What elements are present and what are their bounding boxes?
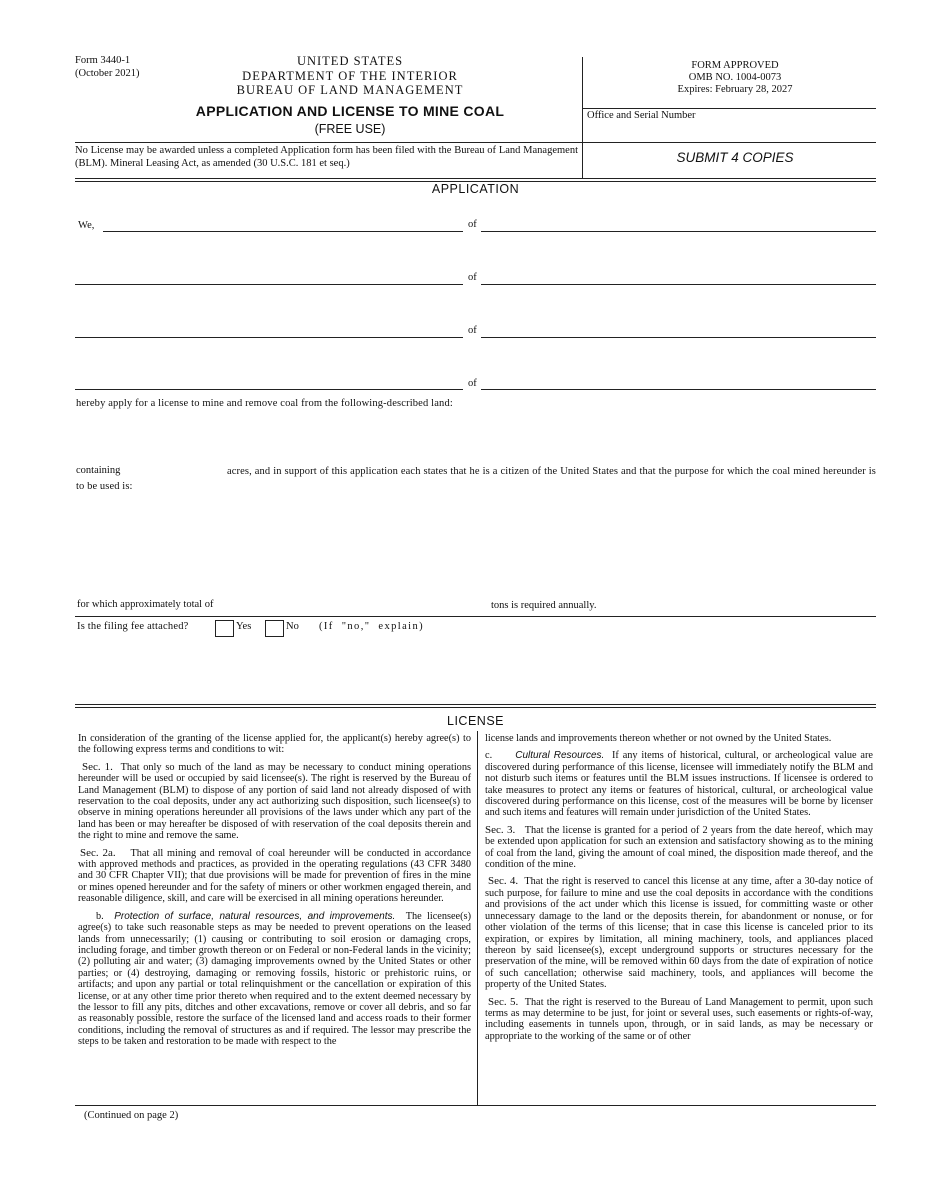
applicant-name-3[interactable] bbox=[75, 337, 463, 338]
explain-label: (If "no," explain) bbox=[319, 621, 425, 632]
section-4 bbox=[485, 876, 873, 990]
applicant-name-4[interactable] bbox=[75, 389, 463, 390]
acres-statement: acres, and in support of this application each states that he is a citizen of the United States and that the purpose for which the coal mined hereunder is to be used is: bbox=[76, 466, 876, 492]
license-intro: In consideration of the granting of the license applied for, the applicant(s) hereby agree(s) to the following express terms and conditions to wit: bbox=[78, 733, 471, 756]
section-4-label: Sec. 4. bbox=[488, 875, 519, 888]
coal-purpose-field[interactable] bbox=[76, 500, 876, 590]
of-label-3: of bbox=[468, 325, 477, 336]
section-2a-label: Sec. 2a. bbox=[80, 846, 116, 859]
section-c bbox=[485, 750, 873, 818]
containing-label: containing bbox=[76, 465, 121, 476]
section-5-label: Sec. 5. bbox=[488, 995, 519, 1008]
section-c-label: c. bbox=[485, 750, 493, 762]
omb-number: OMB NO. 1004-0073 bbox=[688, 72, 782, 83]
section-2b-label: b. bbox=[96, 910, 104, 922]
section-c-title: Cultural Resources. bbox=[515, 750, 605, 762]
fee-yes-checkbox[interactable] bbox=[215, 620, 234, 637]
agency-block bbox=[170, 54, 530, 98]
form-date: (October 2021) bbox=[75, 68, 140, 79]
submit-copies: SUBMIT 4 COPIES bbox=[676, 150, 794, 165]
agency-line-2: DEPARTMENT OF THE INTERIOR bbox=[242, 68, 458, 83]
applicant-name-1[interactable] bbox=[103, 231, 463, 232]
of-label-4: of bbox=[468, 378, 477, 389]
land-description-field[interactable] bbox=[76, 415, 876, 460]
section-2b bbox=[78, 911, 471, 1048]
expiration-date: Expires: February 28, 2027 bbox=[677, 84, 793, 95]
section-c-text: If any items of historical, cultural, or archeological value are discovered during performance of this license, licensee will immediately notify the BLM and not disturb such items or features until the BLM issues instructions. If licensee is ordered to take measures to protect any items or features of historical, cultural, or archeological value discovered during performance on this license, cost of the measures will be borne by licenser and such items and features will remain under jurisdiction of the United States. bbox=[485, 750, 874, 819]
section-2a-text: That all mining and removal of coal hereunder will be conducted in accordance with approved methods and practices, as provided in the operating regulations (43 CFR 3480 and 30 CFR Chapter VII); that due provisions will be made for prevention of fires in the mine or mines opened hereunder and for the safety of miners or other workmen engaged therein, and reasonable diligence, skill, and care will be exercised in all mining operations hereunder. bbox=[78, 847, 472, 905]
applicant-address-4[interactable] bbox=[481, 389, 876, 390]
section-1-label: Sec. 1. bbox=[82, 760, 113, 773]
tons-label: tons is required annually. bbox=[491, 600, 597, 611]
agency-line-3: BUREAU OF LAND MANAGEMENT bbox=[236, 83, 464, 97]
fee-no-label: No bbox=[286, 621, 299, 632]
license-right-column bbox=[485, 733, 873, 1048]
form-approved: FORM APPROVED bbox=[691, 60, 779, 71]
section-3 bbox=[485, 825, 873, 871]
applicant-name-2[interactable] bbox=[75, 284, 463, 285]
license-left-column bbox=[78, 733, 471, 1054]
form-title: APPLICATION AND LICENSE TO MINE COAL bbox=[195, 103, 505, 119]
section-2b-text: The licensee(s) agree(s) to take such reasonable steps as may be needed to prevent operations on the leased lands from unnecessarily; (1) causing or contributing to soil erosion or damaging crops, including forage, and timber growth thereon or on Federal or non-Federal lands in the vicinity; (2) polluting air and water; (3) damaging improvements owned by the United States or other parties; or (4) destroying, damaging or removing fossils, historic or prehistoric ruins, or artifacts; and upon any partial or total relinquishment or the cancellation or expiration of this license, or at any other time prior thereto when required and to the extent deemed necessary by the lessor to fill any pits, ditches and other excavations, remove or cover all debris, and so far as reasonably possible, restore the surface of the licensed land and access roads to their former conditions, including the removal of structures as and if required. The lessor may prescribe the steps to be taken and restoration to be made with respect to the bbox=[78, 910, 471, 1048]
office-serial-label: Office and Serial Number bbox=[587, 110, 696, 121]
license-continuation: license lands and improvements thereon whether or not owned by the United States. bbox=[485, 733, 832, 744]
section-3-label: Sec. 3. bbox=[485, 823, 516, 836]
section-2a bbox=[78, 848, 471, 905]
form-approved-block bbox=[585, 60, 885, 96]
notice-text: No License may be awarded unless a completed Application form has been filed with the Bureau of Land Management (BLM). Mineral Leasing Act, as amended (30 U.S.C. 181 et seq.) bbox=[75, 145, 578, 169]
application-heading: APPLICATION bbox=[431, 182, 520, 196]
form-subtitle: (FREE USE) bbox=[314, 122, 386, 136]
we-label: We, bbox=[78, 220, 95, 231]
office-serial-field[interactable] bbox=[590, 123, 872, 139]
approx-total-label: for which approximately total of bbox=[77, 599, 214, 610]
agency-line-1: UNITED STATES bbox=[296, 54, 404, 68]
section-1 bbox=[78, 762, 471, 842]
fee-no-checkbox[interactable] bbox=[265, 620, 284, 637]
apply-statement: hereby apply for a license to mine and remove coal from the following-described land: bbox=[76, 398, 453, 409]
applicant-address-2[interactable] bbox=[481, 284, 876, 285]
license-heading: LICENSE bbox=[447, 714, 504, 728]
section-5-text: That the right is reserved to the Bureau of Land Management to permit, upon such terms as may determine to be just, for joint or several uses, such easements or rights-of-way, including easements in tunnels upon, through, or in said lands, as may be necessary or appropriate to the working of the same or of other bbox=[485, 996, 873, 1042]
fee-yes-label: Yes bbox=[236, 621, 252, 632]
section-3-text: That the license is granted for a period of 2 years from the date hereof, which may be extended upon application for such an extension and satisfactory showing as to the mining of coal from the land, giving the amount of coal mined, the disposition made thereof, and the condition of the mine. bbox=[485, 824, 873, 871]
fee-explanation-field[interactable] bbox=[76, 640, 876, 700]
section-5 bbox=[485, 997, 873, 1043]
filing-fee-label: Is the filing fee attached? bbox=[77, 621, 189, 632]
of-label-1: of bbox=[468, 219, 477, 230]
section-4-text: That the right is reserved to cancel this license at any time, after a 30-day notice of such purpose, for failure to mine and use the coal deposits in accordance with the conditions and provisions of the act under which this license is issued, for committing waste or other unnecessary damage to the land or the deposits therein, for abandonment or nonuse, or for other violation of the terms of this license; that in case this license is canceled prior to its expiration, or expires by limitation, all mining machinery, tools, and appliances placed thereon by said licensee(s), except underground supports or structures necessary for the preservation of the mine, will be removed within 60 days from the date of expiration of notice of such cancellation; otherwise said machinery, tools, and appliances will become the property of the United States. bbox=[485, 876, 873, 991]
section-2b-title: Protection of surface, natural resources, and improvements. bbox=[114, 910, 396, 922]
approx-total-field[interactable] bbox=[248, 597, 483, 611]
form-number: Form 3440-1 bbox=[75, 55, 131, 66]
applicant-address-1[interactable] bbox=[481, 231, 876, 232]
section-1-text: That only so much of the land as may be necessary to conduct mining operations hereunder will be used or occupied by said licensee(s). The right is reserved by the Bureau of Land Management (BLM) to dispose of any portion of said land not already disposed of with reservation to the coal deposits, under any act authorizing such disposition, such licensee(s) to observe in mining operations hereunder all provisions of the laws under which any part of the land has been or may hereafter be disposed of with reservation of the coal deposits therein and the right to mine and remove the same. bbox=[78, 761, 471, 842]
applicant-address-3[interactable] bbox=[481, 337, 876, 338]
continued-note: (Continued on page 2) bbox=[84, 1110, 179, 1121]
of-label-2: of bbox=[468, 272, 477, 283]
